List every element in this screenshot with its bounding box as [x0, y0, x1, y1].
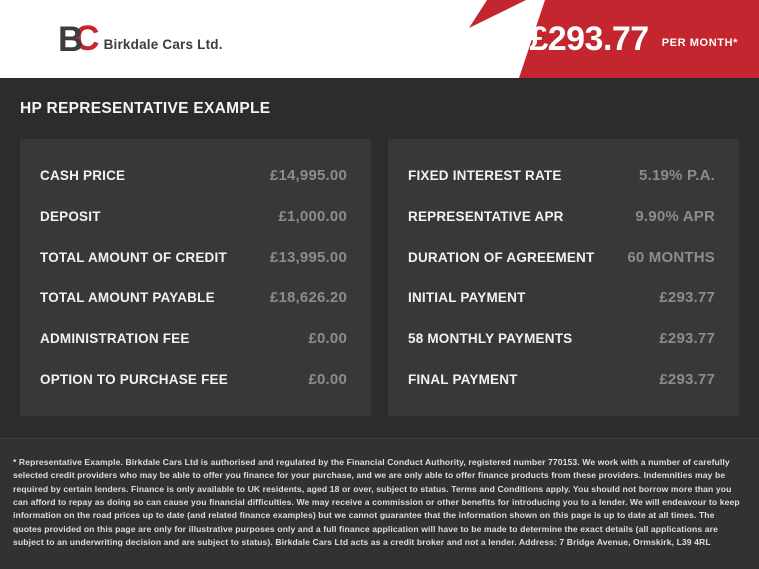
row-value: £13,995.00 [269, 248, 347, 266]
row-value: £293.77 [659, 330, 715, 348]
row-label: 58 MONTHLY PAYMENTS [408, 331, 573, 347]
table-row [40, 167, 347, 184]
row-value: 60 MONTHS [627, 248, 715, 266]
logo-letter-b: B [58, 19, 82, 59]
row-label: OPTION TO PURCHASE FEE [40, 372, 228, 388]
table-row [408, 289, 715, 306]
row-value: £14,995.00 [269, 166, 347, 184]
page-title: HP REPRESENTATIVE EXAMPLE [20, 100, 271, 117]
row-label: FIXED INTEREST RATE [408, 167, 562, 183]
table-row [408, 330, 715, 347]
row-label: TOTAL AMOUNT PAYABLE [40, 290, 215, 306]
row-label: DURATION OF AGREEMENT [408, 249, 595, 265]
legal-disclaimer: * Representative Example. Birkdale Cars Ltd is authorised and regulated by the Financial Conduct Authority, registered number 770153. We work with a number of carefully selected credit providers who may be able to offer you finance for your purchase, and we are only able to offer finance products from these providers. Indemnities may be required by certain lenders. Finance is only available to UK residents, aged 18 or over, subject to status. Terms and Conditions apply. You should not borrow more than you can afford to repay as doing so can cause you financial difficulties. We may receive a commission or other benefits for introducing you to a lender. We will endeavour to keep information on the road prices up to date (and related finance examples) but we cannot guarantee that the information shown on this page is up to date at all times. The quotes provided on this page are only for illustrative purposes only and a full finance application will have to be made to determine the exact details (all applications are subject to an underwriting decision and are subject to status). Birkdale Cars Ltd acts as a credit broker and not a lender. Address: 7 Bridge Avenue, Ormskirk, L39 4RL [13, 457, 740, 547]
table-row [408, 371, 715, 388]
company-logo [58, 0, 223, 78]
logo-letter-c: C [74, 18, 98, 58]
table-row [40, 289, 347, 306]
table-row [40, 249, 347, 266]
table-row [40, 330, 347, 347]
table-row [408, 249, 715, 266]
finance-panels [20, 139, 739, 416]
company-name: Birkdale Cars Ltd. [103, 36, 223, 52]
row-value: 9.90% APR [635, 207, 715, 225]
row-label: REPRESENTATIVE APR [408, 208, 564, 224]
row-label: ADMINISTRATION FEE [40, 331, 190, 347]
row-value: £293.77 [659, 289, 715, 307]
row-value: £293.77 [659, 371, 715, 389]
finance-panel-right [388, 139, 739, 416]
logo-bc-icon [58, 18, 98, 59]
banner-accent-sliver [469, 0, 526, 28]
table-row [40, 208, 347, 225]
row-value: 5.19% P.A. [639, 166, 715, 184]
row-value: £0.00 [308, 330, 347, 348]
row-label: TOTAL AMOUNT OF CREDIT [40, 249, 227, 265]
footer [0, 438, 759, 569]
row-label: FINAL PAYMENT [408, 372, 518, 388]
row-value: £18,626.20 [269, 289, 347, 307]
row-label: CASH PRICE [40, 167, 126, 183]
finance-panel-left [20, 139, 371, 416]
table-row [408, 208, 715, 225]
row-value: £0.00 [308, 371, 347, 389]
title-bar [0, 78, 759, 118]
table-row [40, 371, 347, 388]
header [0, 0, 759, 78]
price-banner [529, 0, 738, 78]
row-label: INITIAL PAYMENT [408, 290, 526, 306]
monthly-price-amount: £293.77 [529, 19, 649, 58]
row-label: DEPOSIT [40, 208, 101, 224]
monthly-price-period: PER MONTH* [661, 37, 738, 49]
table-row [408, 167, 715, 184]
row-value: £1,000.00 [278, 207, 347, 225]
